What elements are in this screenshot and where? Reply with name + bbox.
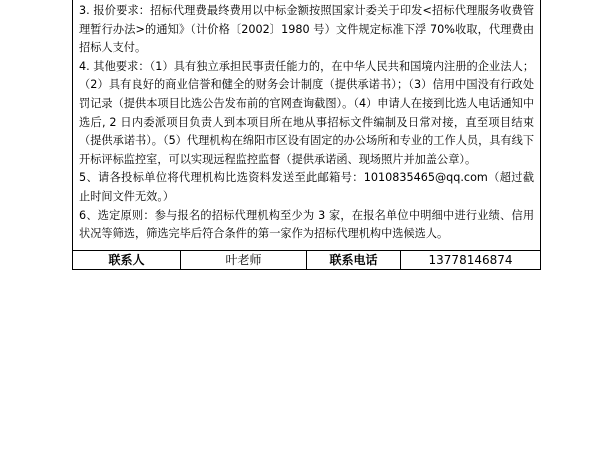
contact-phone-value: 13778146874: [401, 250, 541, 269]
contact-phone-label: 联系电话: [307, 250, 401, 269]
requirements-table: [72, 0, 541, 270]
table-row-requirements: [73, 0, 541, 250]
paragraph-quote-requirement: 3. 报价要求：招标代理费最终费用以中标金额按照国家计委关于印发<招标代理服务收费管理暂行办法>的通知》（计价格〔2002〕1980 号）文件规定标准下浮 70%收取，代理费由招标人支付。: [79, 4, 535, 55]
contact-person-value: 叶老师: [181, 250, 307, 269]
paragraph-submission-email: 5、请各投标单位将代理机构比选资料发送至此邮箱号：1010835465@qq.com（超过截止时间文件无效。）: [79, 171, 535, 203]
contact-person-label: 联系人: [73, 250, 181, 269]
paragraph-selection-principle: 6、选定原则：参与报名的招标代理机构至少为 3 家，在报名单位中明细中进行业绩、信用状况等筛选，筛选完毕后符合条件的第一家作为招标代理机构中选候选人。: [79, 208, 535, 241]
table-row-contact: [73, 250, 541, 269]
paragraph-other-requirements: 4. 其他要求：（1）具有独立承担民事责任能力的，在中华人民共和国境内注册的企业法人；（2）具有良好的商业信誉和健全的财务会计制度（提供承诺书）；（3）信用中国没有行政处罚记录（提供本项目比选公告发布前的官网查询截图）。（4）申请人在接到比选人电话通知中选后, 2 日内委派项目负责人到本项目所在地从事招标文件编制及日常对接，直至项目结束（提供承诺书）。（5）代理机构在绵阳市区设有固定的办公场所和专业的工作人员，具有线下开标评标监控室，可以实现远程监控监督（提供承诺函、现场照片并加盖公章）。: [79, 59, 535, 166]
requirements-cell: [73, 0, 541, 250]
